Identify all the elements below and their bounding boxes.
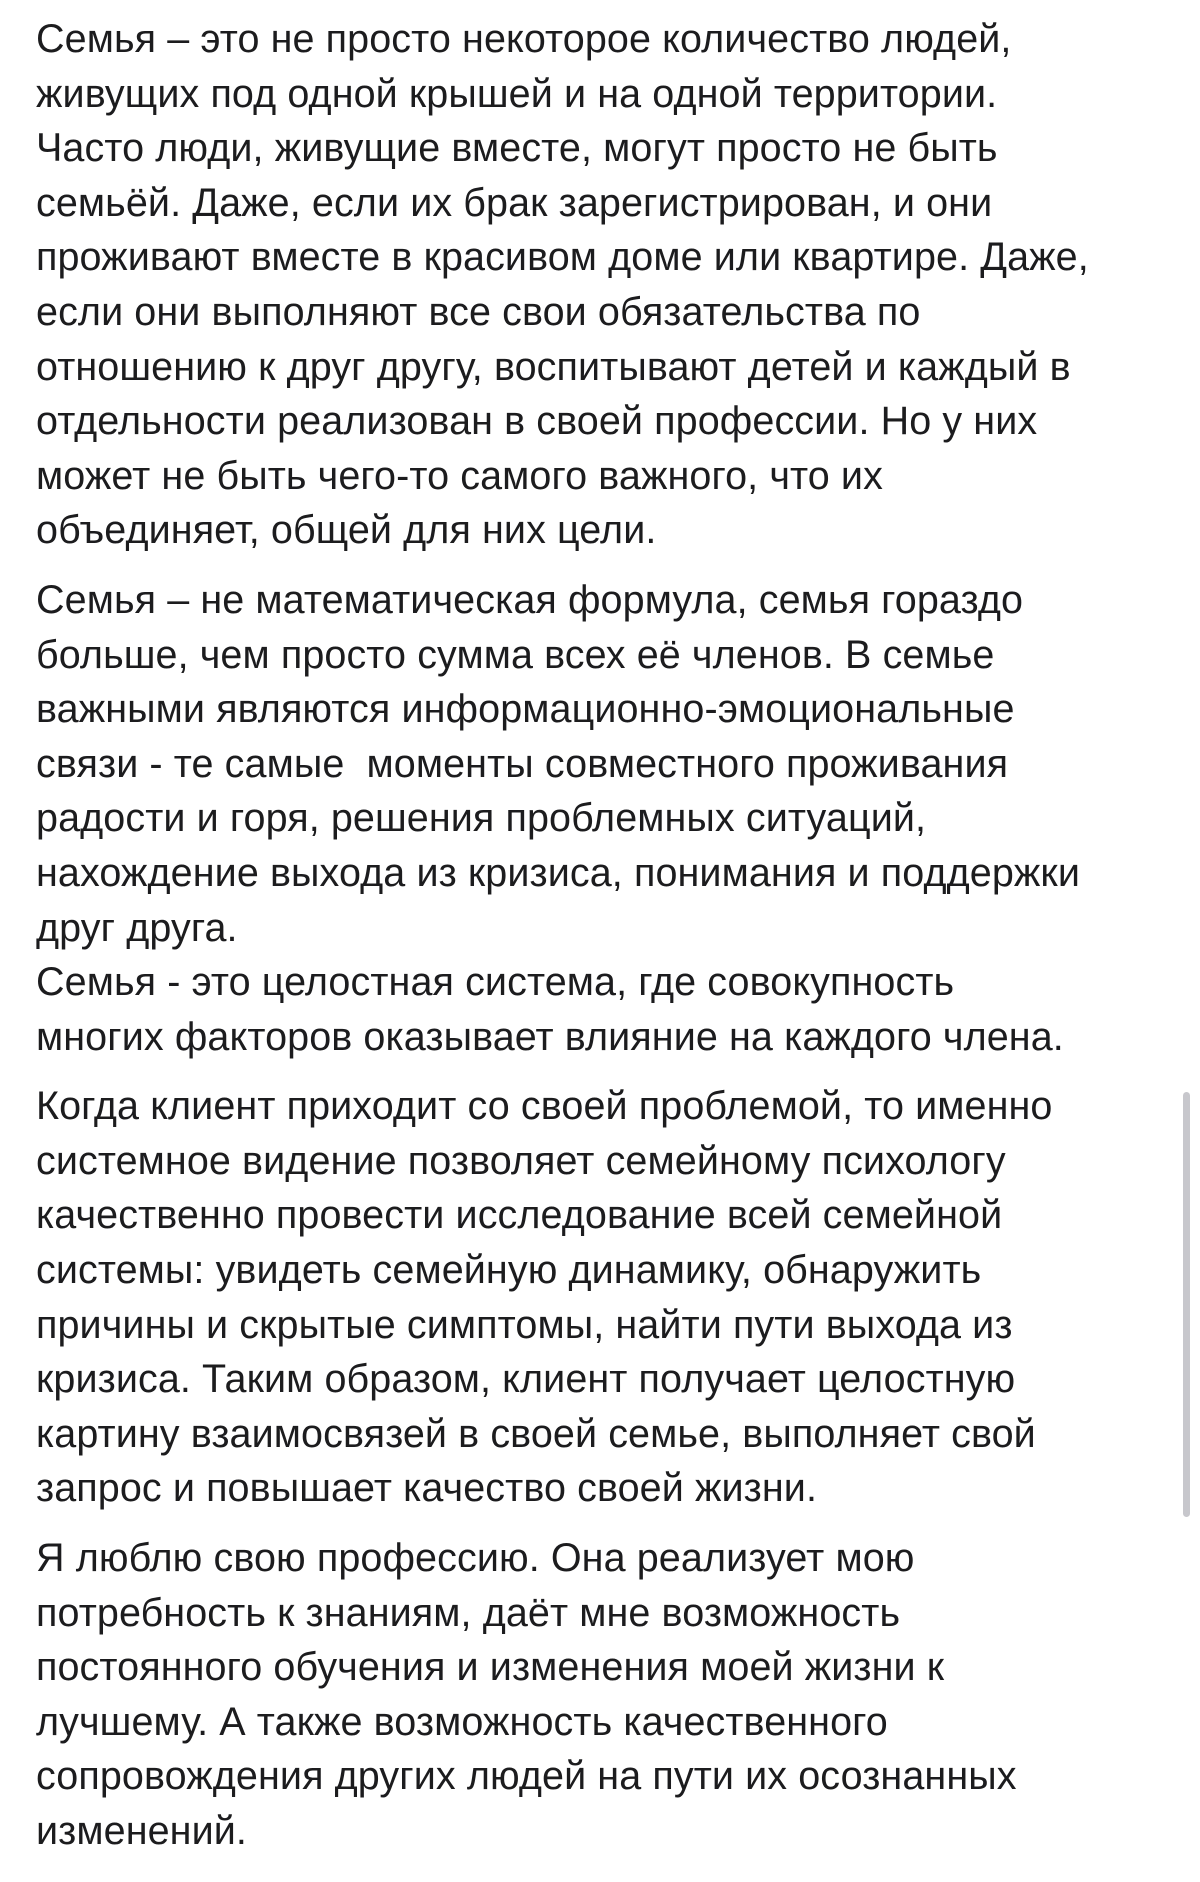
text-line: нахождение выхода из кризиса, понимания и поддержки	[36, 850, 1080, 895]
text-line: связи - те самые моменты совместного проживания	[36, 741, 1009, 786]
paragraph-holistic-system	[36, 955, 1186, 1064]
text-line: отношению к друг другу, воспитывают детей и каждый в	[36, 344, 1071, 389]
text-line: системное видение позволяет семейному психологу	[36, 1138, 1006, 1183]
text-line: если они выполняют все свои обязательства по	[36, 289, 921, 334]
paragraph-love-profession	[36, 1531, 1186, 1859]
text-line: семьёй. Даже, если их брак зарегистрирован, и они	[36, 180, 993, 225]
paragraph-client-problem	[36, 1079, 1186, 1516]
text-line: лучшему. А также возможность качественного	[36, 1699, 888, 1744]
text-line: Часто люди, живущие вместе, могут просто не быть	[36, 126, 998, 171]
text-line: картину взаимосвязей в своей семье, выполняет свой	[36, 1411, 1036, 1456]
text-line: больше, чем просто сумма всех её членов. В семье	[36, 632, 995, 677]
text-line: системы: увидеть семейную динамику, обнаружить	[36, 1248, 982, 1293]
article-body	[36, 12, 1186, 1859]
text-line: может не быть чего-то самого важного, что их	[36, 453, 883, 498]
text-line: сопровождения других людей на пути их осознанных	[36, 1754, 1017, 1799]
text-line: Когда клиент приходит со своей проблемой, то именно	[36, 1084, 1053, 1129]
text-line: радости и горя, решения проблемных ситуаций,	[36, 796, 927, 841]
text-line: кризиса. Таким образом, клиент получает целостную	[36, 1357, 1016, 1402]
text-line: отдельности реализован в своей профессии. Но у них	[36, 399, 1038, 444]
paragraph-family-definition	[36, 12, 1186, 558]
text-line: важными являются информационно-эмоциональные	[36, 687, 1015, 732]
text-line: Семья – не математическая формула, семья гораздо	[36, 577, 1024, 622]
text-line: изменений.	[36, 1809, 247, 1853]
text-line: Я люблю свою профессию. Она реализует мою	[36, 1536, 915, 1581]
text-line: друг друга.	[36, 905, 238, 950]
text-line: проживают вместе в красивом доме или квартире. Даже,	[36, 235, 1089, 280]
text-line: живущих под одной крышей и на одной территории.	[36, 71, 998, 116]
text-line: потребность к знаниям, даёт мне возможность	[36, 1590, 901, 1635]
text-line: объединяет, общей для них цели.	[36, 508, 657, 553]
text-line: запрос и повышает качество своей жизни.	[36, 1466, 818, 1511]
text-line: качественно провести исследование всей семейной	[36, 1193, 1003, 1238]
text-line: Семья – это не просто некоторое количество людей,	[36, 17, 1012, 61]
text-line: многих факторов оказывает влияние на каждого члена.	[36, 1014, 1064, 1059]
text-line: Семья - это целостная система, где совокупность	[36, 960, 955, 1005]
text-line: причины и скрытые симптомы, найти пути выхода из	[36, 1302, 1013, 1347]
text-line: постоянного обучения и изменения моей жизни к	[36, 1645, 945, 1690]
paragraph-not-a-formula	[36, 573, 1186, 955]
vertical-scrollbar[interactable]	[1183, 1092, 1190, 1517]
